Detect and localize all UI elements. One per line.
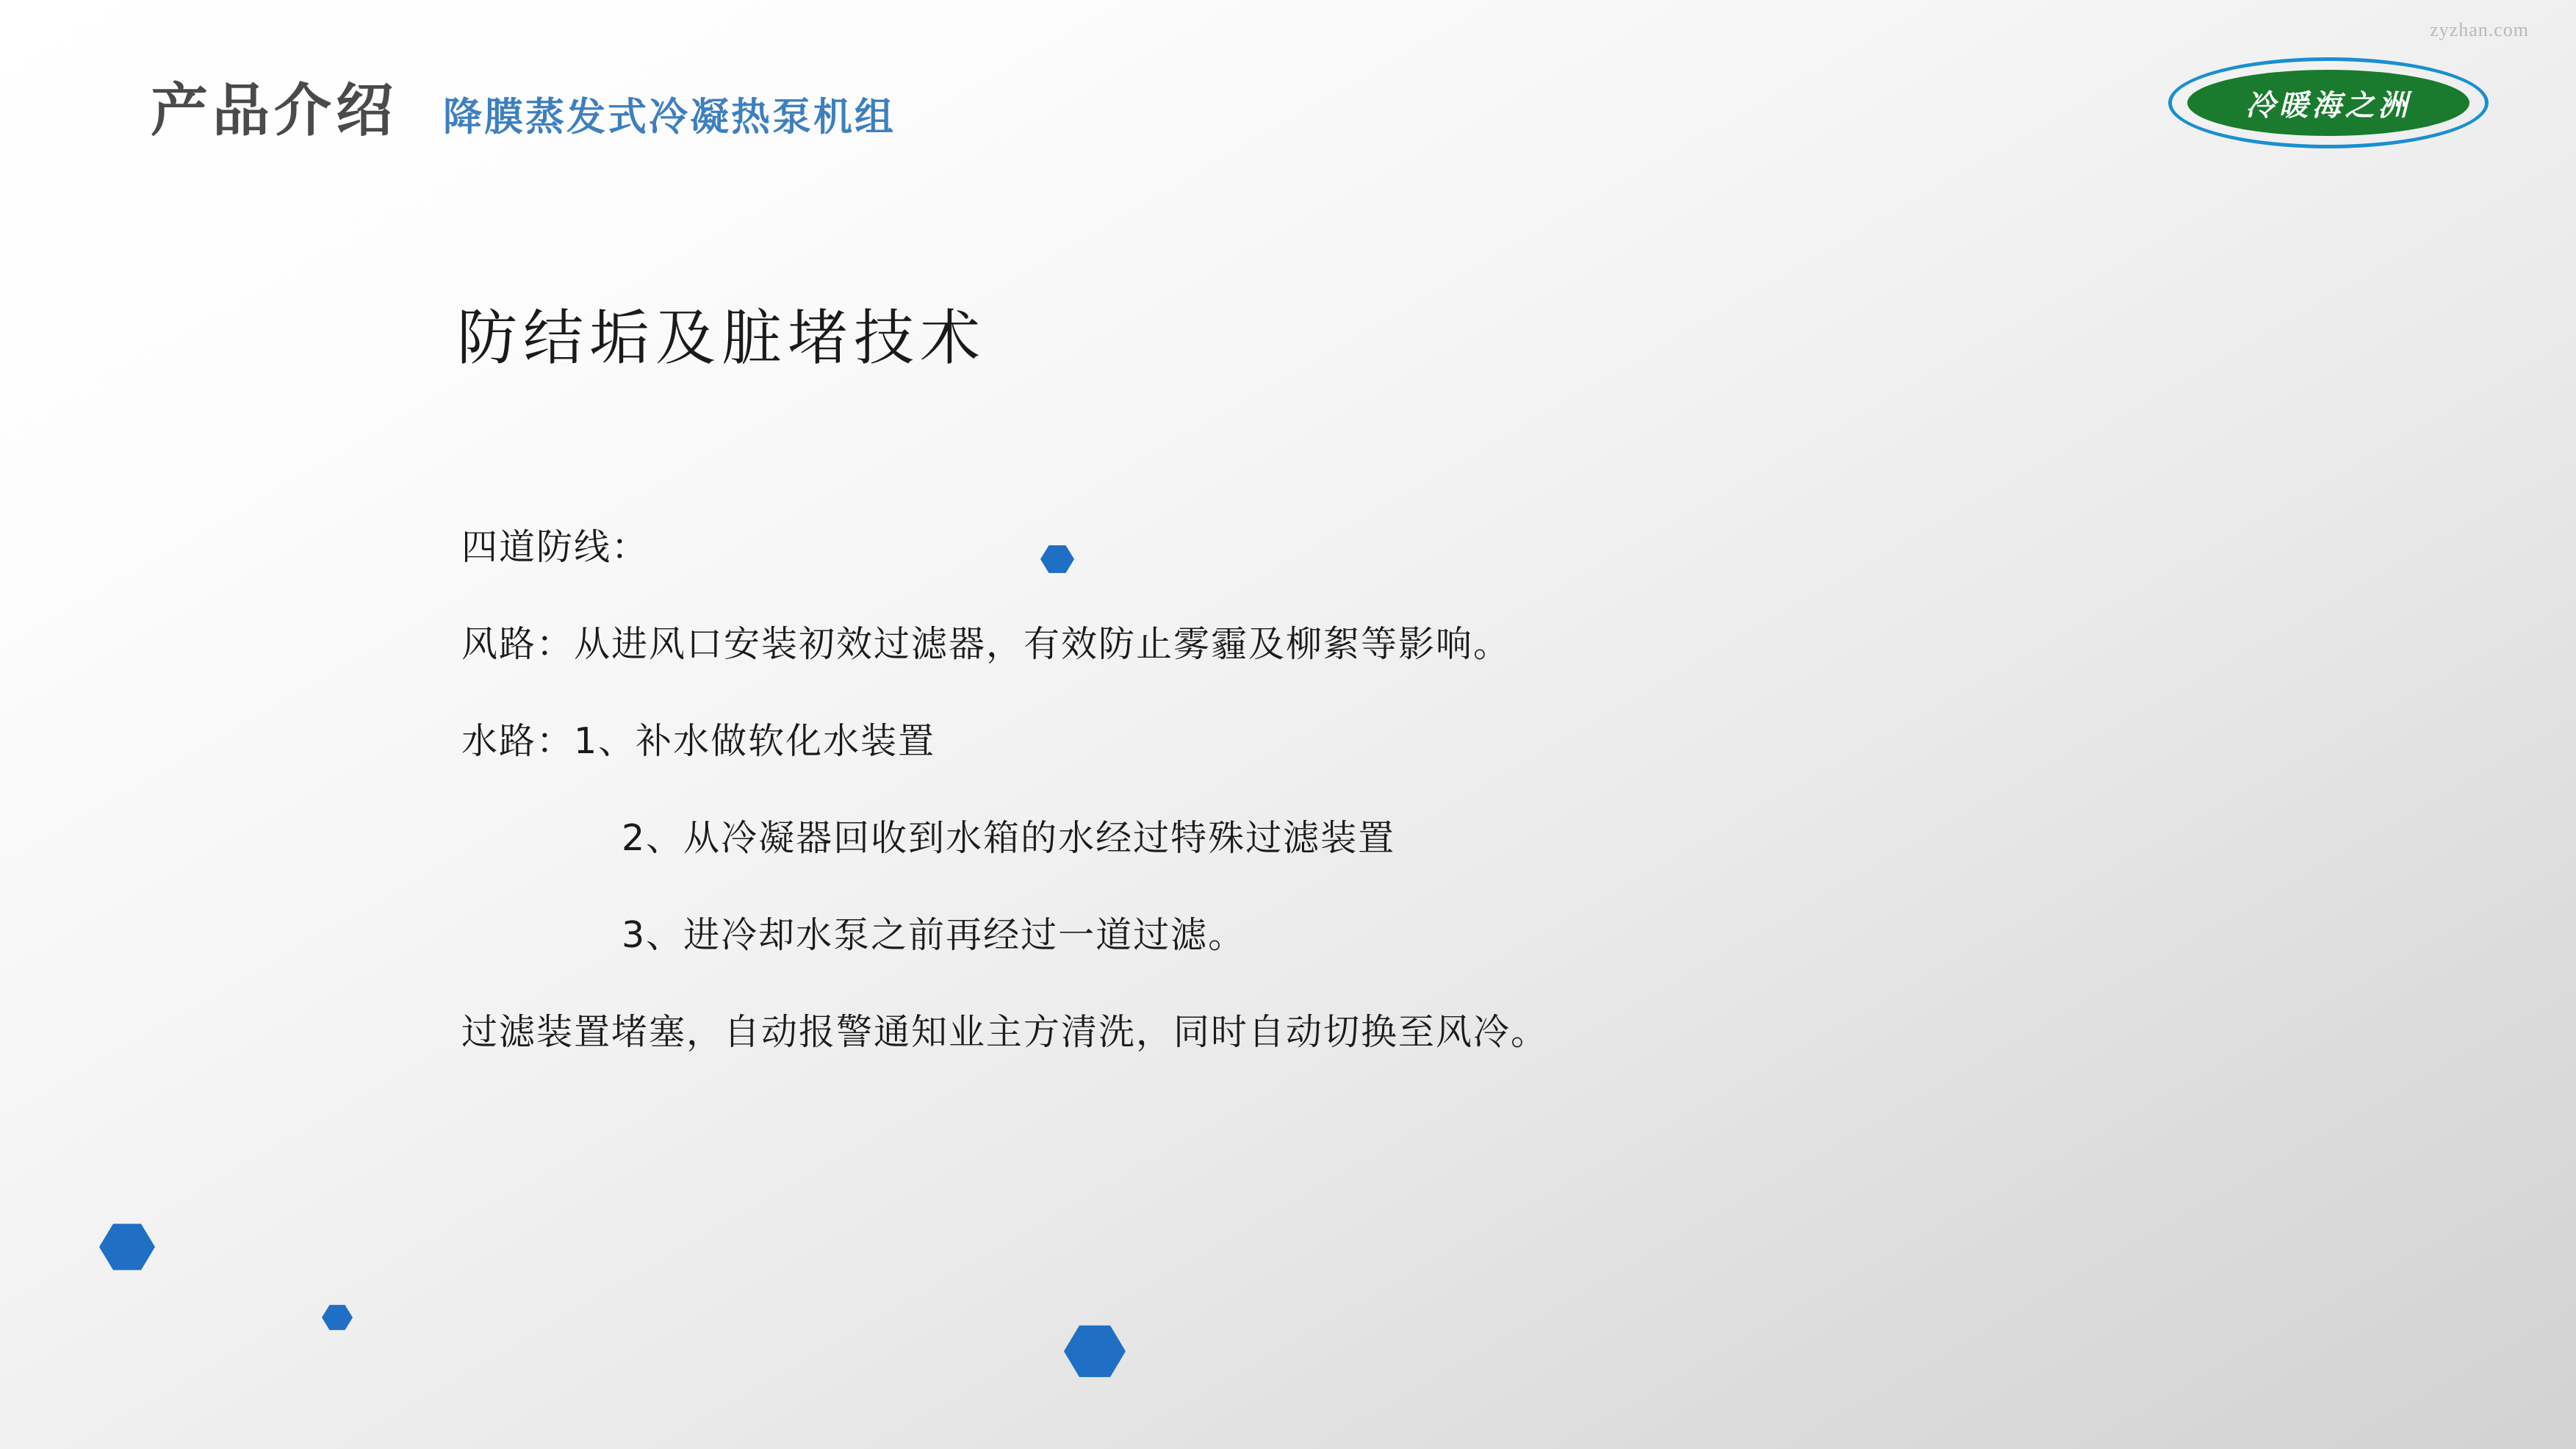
body-paragraph: 风路：从进风口安装初效过滤器，有效防止雾霾及柳絮等影响。: [461, 623, 1511, 665]
company-logo: [2168, 57, 2492, 151]
body-paragraph: 过滤装置堵塞，自动报警通知业主方清洗，同时自动切换至风冷。: [461, 1011, 1549, 1053]
hexagon-decoration-icon: [99, 1221, 155, 1273]
page-title: 防结垢及脏堵技术: [457, 303, 987, 373]
body-paragraph: 2、从冷凝器回收到水箱的水经过特殊过滤装置: [622, 817, 1396, 859]
logo-inner-ellipse: [2187, 70, 2469, 136]
body-paragraph: 3、进冷却水泵之前再经过一道过滤。: [622, 914, 1246, 956]
body-paragraph: 四道防线：: [461, 526, 650, 568]
logo-text: 冷暖海之洲: [2245, 87, 2411, 123]
header-subtitle: 降膜蒸发式冷凝热泵机组: [443, 95, 896, 140]
hexagon-decoration-icon: [1064, 1323, 1126, 1380]
content-body: [461, 526, 2225, 1053]
watermark-text: zyzhan.com: [2430, 19, 2529, 40]
body-paragraph: 水路：1、补水做软化水装置: [461, 720, 936, 762]
slide-header: [151, 65, 896, 147]
hexagon-decoration-icon: [322, 1304, 353, 1331]
header-title: 产品介绍: [151, 78, 398, 144]
